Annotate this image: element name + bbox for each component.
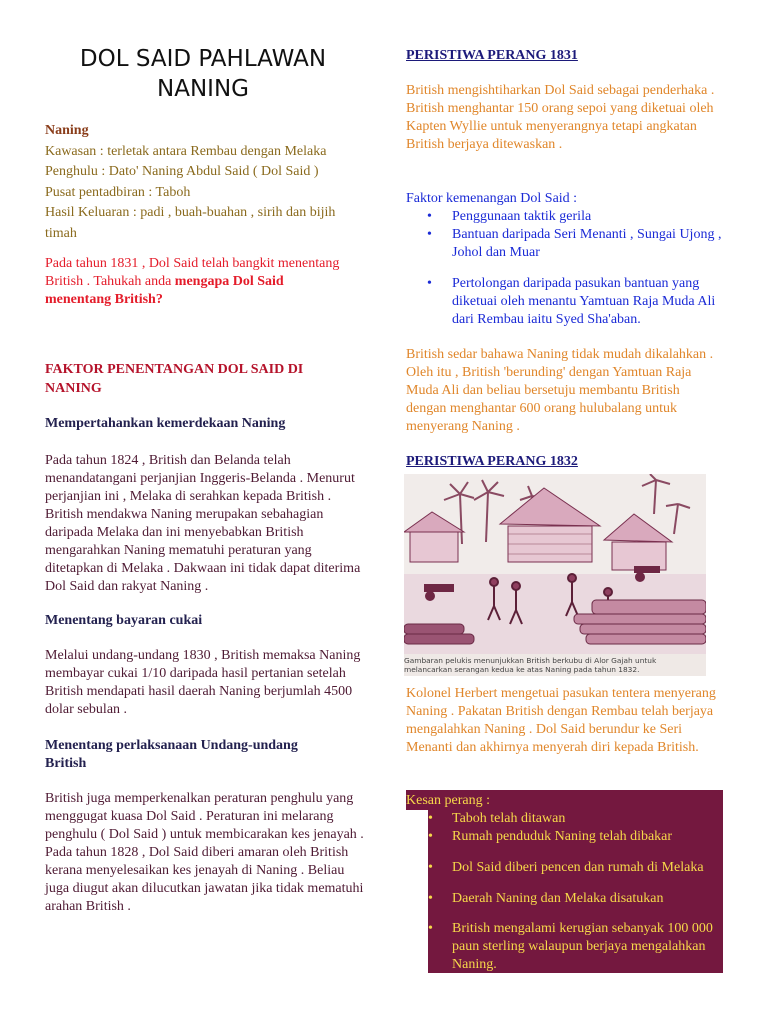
naning-heading: Naning: [45, 123, 89, 138]
list-item: • Bantuan daripada Seri Menanti , Sungai Ujong , Johol dan Muar: [452, 226, 728, 262]
perang-1832-heading: PERISTIWA PERANG 1832: [406, 454, 578, 469]
bullet-icon: •: [428, 860, 433, 875]
kesan-item: Dol Said diberi pencen dan rumah di Melaka: [452, 860, 704, 875]
perang-1831-heading: PERISTIWA PERANG 1831: [406, 48, 578, 63]
perang-1831-body: British mengishtiharkan Dol Said sebagai penderhaka . British menghantar 150 orang sepoi yang diketuai oleh Kapten Wyllie untuk menyerangnya tetapi angkatan British berjaya ditewaskan .: [406, 83, 715, 152]
bullet-icon: •: [428, 829, 433, 844]
question-bold: mengapa Dol Said menentang British?: [45, 274, 284, 307]
kesan-item: Taboh telah ditawan: [452, 811, 566, 826]
question-paragraph: [45, 255, 345, 309]
naning-info: [45, 121, 365, 244]
info-pusat: Pusat pentadbiran : Taboh: [45, 184, 191, 200]
question-text: Pada tahun 1831 , Dol Said telah bangkit menentang British . Tahukah anda: [45, 256, 340, 289]
info-kawasan: Kawasan : terletak antara Rembau dengan Melaka: [45, 143, 327, 159]
fort-drawing: [404, 474, 706, 654]
section-body: British juga memperkenalkan peraturan penghulu yang menggugat kuasa Dol Said . Peraturan ini melarang penghulu ( Dol Said ) untuk membicarakan kes jenayah . Pada tahun 1828 , Dol Said diberi amaran oleh British kerana menyelesaikan kes jenayah di Naning . Beliau juga diugut akan dilucutkan jawatan jika tidak mematuhi arahan British .: [45, 791, 364, 914]
list-item: • Pertolongan daripada pasukan bantuan yang diketuai oleh menantu Yamtuan Raja Muda Ali dari Rembau iaitu Syed Sha'aban.: [452, 275, 728, 329]
section-heading: Menentang perlaksanaan Undang-undang British: [45, 738, 298, 771]
section-body: Melalui undang-undang 1830 , British memaksa Naning membayar cukai 1/10 daripada hasil pertanian setelah British mendapati hasil daerah Naning berjumlah 4500 dolar sebulan .: [45, 648, 361, 717]
faktor-heading: FAKTOR PENENTANGAN DOL SAID DI NANING: [45, 362, 304, 396]
section-heading: Menentang bayaran cukai: [45, 613, 203, 628]
perang-1832-body: Kolonel Herbert mengetuai pasukan tentera menyerang Naning . Pakatan British dengan Rembau telah berjaya mengalahkan Naning . Dol Said berundur ke Seri Menanti dan akhirnya menyerah diri kepada British.: [406, 686, 716, 755]
bullet-icon: •: [428, 811, 433, 826]
kesan-item: Rumah penduduk Naning telah dibakar: [452, 829, 673, 844]
info-hasil: Hasil Keluaran : padi , buah-buahan , sirih dan bijih timah: [45, 205, 336, 241]
page-title: DOL SAID PAHLAWAN NANING: [79, 46, 327, 102]
aftermath-paragraph: British sedar bahawa Naning tidak mudah dikalahkan . Oleh itu , British 'berunding' dengan Yamtuan Raja Muda Ali dan beliau bersetuju membantu British dengan menghantar 600 orang hulubalang untuk menyerang Naning .: [406, 347, 714, 434]
battle-illustration: [404, 474, 706, 676]
faktor-kemenangan-list: [406, 208, 728, 329]
bullet-icon: •: [428, 921, 433, 936]
section-body: Pada tahun 1824 , British dan Belanda telah menandatangani perjanjian Inggeris-Belanda . Menurut perjanjian ini , Melaka di serahkan kepada British . British mendakwa Naning merupakan sebahagian daripada Melaka dan ini menyebabkan British mengarahkan Naning mematuhi peraturan yang ditetapkan di Melaka . Dakwaan ini tidak dapat diterima Dol Said dan rakyat Naning .: [45, 453, 361, 594]
bullet-icon: •: [428, 891, 433, 906]
kesan-heading: Kesan perang :: [406, 793, 490, 808]
faktor-kemenangan-heading: Faktor kemenangan Dol Said :: [406, 191, 578, 206]
info-penghulu: Penghulu : Dato' Naning Abdul Said ( Dol Said ): [45, 164, 319, 179]
list-item: • Penggunaan taktik gerila: [452, 208, 728, 226]
section-heading: Mempertahankan kemerdekaan Naning: [45, 416, 286, 431]
kesan-item: British mengalami kerugian sebanyak 100 000 paun sterling walaupun berjaya mengalahkan Naning.: [452, 921, 713, 972]
illustration-caption: Gambaran pelukis menunjukkan British berkubu di Alor Gajah untuk melancarkan serangan kedua ke atas Naning pada tahun 1832.: [404, 656, 657, 674]
kesan-item: Daerah Naning dan Melaka disatukan: [452, 891, 664, 906]
